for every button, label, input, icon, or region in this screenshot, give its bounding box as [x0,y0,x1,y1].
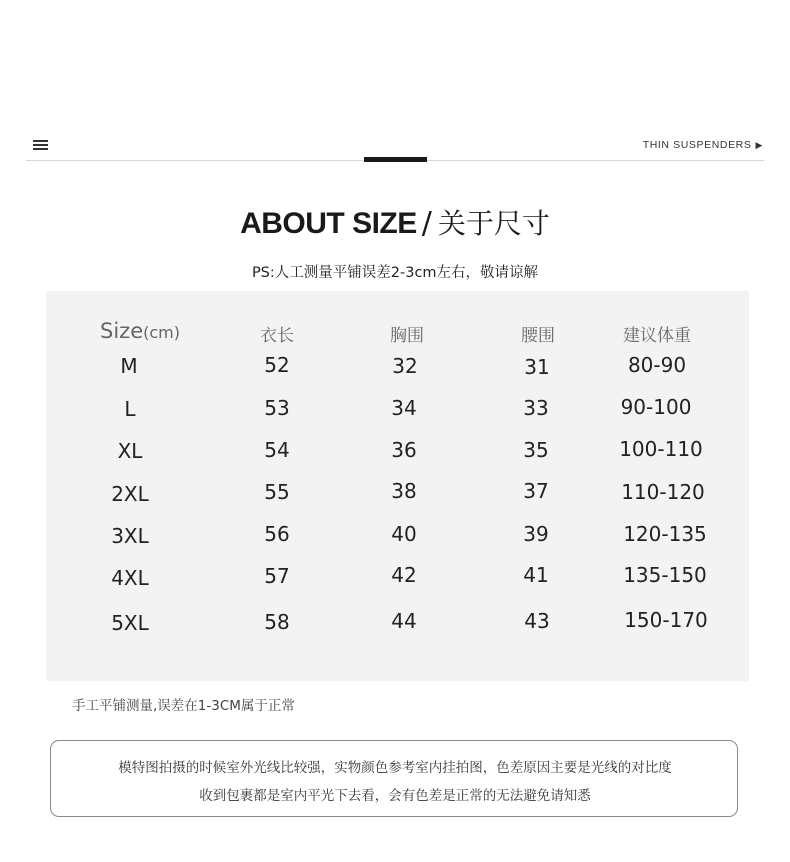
table-cell: 55 [264,480,290,504]
table-cell: 42 [391,563,417,587]
top-bar [0,0,790,170]
table-cell: 53 [264,396,290,420]
table-cell: 40 [391,522,417,546]
color-notice-line-1: 模特图拍摄的时候室外光线比较强，实物颜色参考室内挂拍图，色差原因主要是光线的对比度 [118,760,672,776]
size-label-xl: XL [117,439,143,463]
table-cell: 120-135 [623,522,707,546]
size-label-4xl: 4XL [111,566,149,590]
column-header-waist: 腰围 [521,326,555,346]
brand-link[interactable] [643,139,763,151]
column-header-weight: 建议体重 [623,326,691,346]
table-cell: 80-90 [627,353,687,377]
color-notice-line-2: 收到包裹都是室内平光下去看，会有色差是正常的无法避免请知悉 [199,788,591,804]
measurement-disclaimer: PS:人工测量平铺误差2-3cm左右，敬请谅解 [251,265,539,281]
column-header-chest: 胸围 [390,326,424,346]
table-cell: 56 [264,522,290,546]
table-cell: 58 [264,610,290,634]
size-label-3xl: 3XL [111,524,149,548]
measurement-note: 手工平铺测量,误差在1-3CM属于正常 [72,698,295,714]
column-header-length: 衣长 [260,326,294,346]
table-cell: 35 [523,438,549,462]
play-arrow-icon: ▶ [755,140,763,150]
table-cell: 43 [524,609,550,633]
size-label-5xl: 5XL [111,611,149,635]
table-cell: 44 [391,609,417,633]
color-notice-box [50,740,738,817]
title-en: ABOUT SIZE [240,207,417,240]
title-cn: 关于尺寸 [437,207,550,240]
table-cell: 135-150 [623,563,707,587]
size-label-m: M [120,354,138,378]
size-label-2xl: 2XL [111,482,149,506]
table-cell: 57 [264,564,290,588]
table-cell: 32 [392,354,418,378]
table-cell: 38 [391,479,417,503]
table-cell: 150-170 [624,608,708,632]
brand-label: THIN SUSPENDERS [642,139,752,151]
table-cell: 41 [523,563,549,587]
column-header-size-unit: (cm) [143,323,180,342]
hamburger-menu-icon[interactable] [33,140,48,150]
table-cell: 90-100 [620,395,692,419]
table-cell: 37 [523,479,549,503]
column-header-size-label: Size [100,319,144,343]
table-cell: 39 [523,522,549,546]
title-separator: / [421,206,432,241]
table-cell: 54 [264,438,290,462]
header-accent-bar [364,157,427,162]
size-label-l: L [124,397,136,421]
page-title [0,202,790,242]
table-cell: 31 [524,355,550,379]
table-cell: 33 [523,396,549,420]
table-cell: 100-110 [619,437,703,461]
table-cell: 36 [391,438,417,462]
table-cell: 52 [264,353,290,377]
column-header-size [100,319,180,343]
table-cell: 34 [391,396,417,420]
table-cell: 110-120 [621,480,705,504]
